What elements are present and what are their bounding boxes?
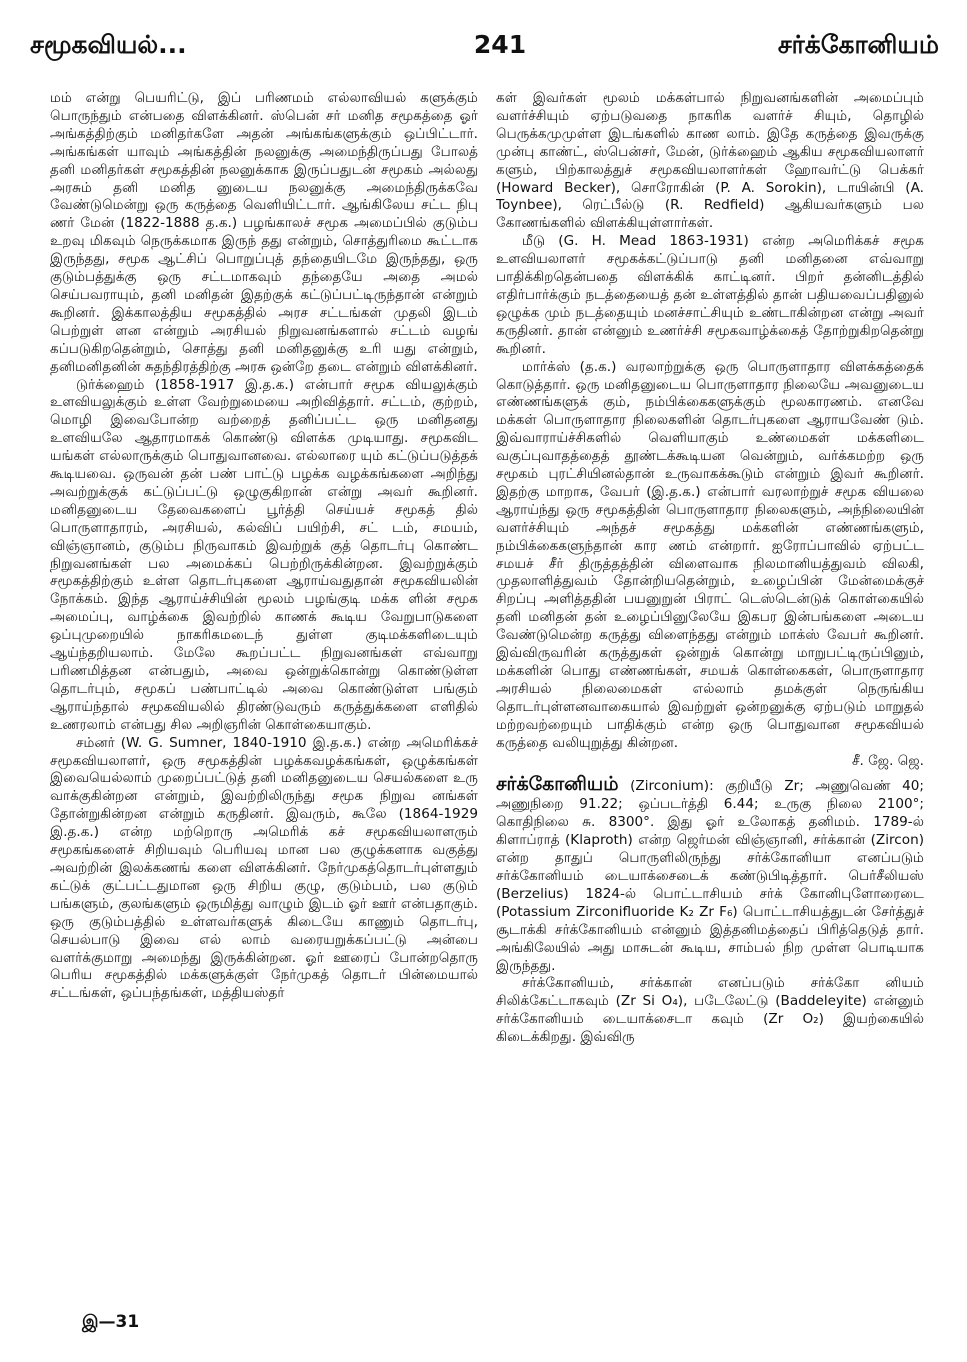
- right-paragraph-1: கள் இவர்கள் மூலம் மக்கள்பால் நிறுவனங்களின் அமைப்பும் வளர்ச்சியும் ஏற்படுவதை நாகரிக வளர்ச் சியும், தொழில் பெருக்கமுமுள்ள இடங்களில் காண லாம். இதே கருத்தை இவருக்கு முன்பு காண்ட், ஸ்பென்சர், மேன், டுர்க்ஹைம் ஆகிய சமூகவியலாளர் களும், பிற்காலத்துச் சமூகவியலாளர்கள் ஹோவர்ட்டு பெக்கர் (Howard Becker), சொரோகின் (P. A. Sorokin), டாயின்பி (A. Toynbee), ரெட்பீல்டு (R. Redfield) ஆகியவர்களும் பல கோணங்களில் விளக்கியுள்ளார்கள்.: [496, 90, 924, 232]
- entry-heading: சர்க்கோனியம்: [496, 773, 619, 796]
- right-column: [496, 90, 924, 1350]
- right-paragraph-3: மார்க்ஸ் (த.க.) வரலாற்றுக்கு ஒரு பொருளாதார விளக்கத்தைக் கொடுத்தார். ஒரு மனிதனுடைய பொருளாதார நிலையே அவனுடைய எண்ணங்களுக் கும், நம்பிக்கைகளுக்கும் மூலகாரணம். எனவே மக்கள் பொருளாதார நிலைகளின் தொடர்புகளை ஆராயவேண் டும். இவ்வாராய்ச்சிகளில் வெளியாகும் உண்மைகள் மக்களிடை வகுப்புவாதத்தைத் தூண்டக்கூடியன வென்றும், வர்க்கமற்ற ஒரு சமூகம் புரட்சியினல்தான் உருவாகக்கூடும் என்றும் இவர் கூறினர். இதற்கு மாறாக, வேபர் (இ.த.க.) என்பார் வரலாற்றுச் சமூக வியலை ஆராய்ந்து ஒரு சமூகத்தின் பொருளாதார நிலைகளும், அந்நிலையின் வளர்ச்சியும் அந்தச் சமூகத்து மக்களின் எண்ணங்களும், நம்பிக்கைகளுந்தான் கார ணம் என்றார். ஐரோப்பாவில் ஏற்பட்ட சமயச் சீர் திருத்தத்தின் விளைவாக நிலமானியத்துவம் விலகி, முதலாளித்துவம் தோன்றியதென்றும், உழைப்பின் மேன்மைக்குச் சிறப்பு அளித்ததின் பயனுறுன் பிராட் டெஸ்டென்டுக் கொள்கையில் தனி மனிதன் தன் உழைப்பினுலேயே இகபர இன்பங்களை அடைய வேண்டுமென்ற கருத்து விளைந்தது என்றும் மாக்ஸ் வேபர் கூறினர். இவ்விருவரின் கருத்துகள் ஒன்றுக் கொன்று மாறுபட்டிருப்பினும், மக்களின் பொது எண்ணங்கள், சமயக் கொள்கைகள், பொருளாதார அரசியல் நிலைமைகள் எல்லாம் தமக்குள் நெருங்கிய தொடர்புள்ளனவாகையால் இவற்றுள் ஒன்றனுக்கு ஏற்படும் மாறுதல் மற்றவற்றையும் பாதிக்கும் என்ற ஒரு பொதுவான சமூகவியல் கருத்தை வலியுறுத்து கின்றன.: [496, 358, 924, 751]
- left-paragraph-1: மம் என்று பெயரிட்டு, இப் பரிணமம் எல்லாவியல் களுக்கும் பொருந்தும் என்பதை விளக்கினர். ஸ்பென் சர் மனித சமூகத்தை ஓர் அங்கத்திற்கும் மனிதர்களே அதன் அங்கங்களுக்கும் ஒப்பிட்டார். அங்கங்கள் யாவும் அங்கத்தின் நலனுக்கு அமைந்திருப்பது போலத் தனி மனிதர்கள் சமூகத்தின் நலனுக்காக இருப்பதுடன் சமூகம் அல்லது அரசும் தனி மனித னுடைய நலனுக்கு அமைந்திருக்கவே வேண்டுமென்று ஒரு கருத்தை வெளியிட்டார். ஆங்கிலேய சட்ட நிபு ணர் மேன் (1822-1888 த.க.) பழங்காலச் சமூக அமைப்பில் குடும்ப உறவு மிகவும் நெருக்கமாக இருந் தது என்றும், சொத்துரிமை கூட்டாக இருந்தது, சமூக ஆட்சிப் பொறுப்புத் தந்தையிடமே இருந்தது, ஒரு குடும்பத்துக்கு ஒரு சட்டமாகவும் தந்தையே அதை அமல் செய்பவராயும், தனி மனிதன் இதற்குக் கட்டுப்பட்டிருந்தான் என்றும் கூறினர். இக்காலத்திய சமூகத்தில் அரச சட்டங்கள் முதலி இடம் பெற்றுள் ளன என்றும் அரசியல் நிறுவனங்களால் சட்டம் வழங் கப்படுகிறதென்றும், சொத்து தனி மனிதனுக்கு உரி யது என்றும், தனிமனிதனின் சுதந்திரத்திற்கு அரசு ஒன்றே தடை என்றும் விளக்கினர்.: [50, 90, 478, 375]
- right-paragraph-2: மீடு (G. H. Mead 1863-1931) என்ற அமெரிக்கச் சமூக உளவியலாளர் சமூகக்கட்டுப்பாடு தனி மனிதனை எவ்வாறு பாதிக்கிறதென்பதை விளக்கிக் காட்டினர். பிறர் தன்னிடத்தில் எதிர்பார்க்கும் நடத்தையைத் தன் உள்ளத்தில் தான் பதியவைப்பதினுல் ஒழுக்க மும் நடத்தையும் மனச்சாட்சியும் உண்டாகின்றன என்று அவர் கருதினர். தான் என்னும் உணர்ச்சி சமூகவாழ்க்கைத் தோற்றுகிறதென்று கூறினர்.: [496, 233, 924, 357]
- right-paragraph-5: சர்க்கோனியம், சர்க்கான் எனப்படும் சர்க்கோ னியம் சிலிக்கேட்டாகவும் (Zr Si O₄), படேலேட்டு (Baddeleyite) என்னும் சர்க்கோனியம் டையாக்சைடா கவும் (Zr O₂) இயற்கையில் கிடைக்கிறது. இவ்விரு: [496, 975, 924, 1046]
- author-signature: சீ. ஜே. ஜெ.: [851, 752, 924, 769]
- page-number: 241: [473, 30, 527, 59]
- entry-body: குறியீடு Zr; அணுவெண் 40; அணுநிறை 91.22; ஒப்படர்த்தி 6.44; உருகு நிலை 2100°; கொதிநிலை சு. 8300°. இது ஓர் உலோகத் தனிமம். 1789-ல் கிளாப்ராத் (Klaproth) என்ற ஜெர்மன் விஞ்ஞானி, சர்க்கான் (Zircon) என்ற தாதுப் பொருளிலிருந்து சர்க்கோனியா எனப்படும் சர்க்கோனியம் டையாக்சைடைக் கண்டுபிடித்தார். பெர்சீலியஸ் (Berzelius) 1824-ல் பொட்டாசியம் சர்க் கோனிபுளோரைடை (Potassium Zirconifluoride K₂ Zr F₆) பொட்டாசியத்துடன் சேர்த்துச் சூடாக்கி சர்க்கோனியம் என்னும் இத்தனிமத்தைப் பிரித்தெடுத் தார். அங்கிலேயில் அது மாசுடன் கூடிய, சாம்பல் நிற முள்ள பொடியாக இருந்தது.: [496, 778, 924, 974]
- left-column: [50, 90, 478, 1295]
- entry-paragraph-zirconium: [496, 773, 924, 975]
- entry-heading-english: (Zirconium):: [630, 778, 714, 795]
- left-paragraph-3: சம்னர் (W. G. Sumner, 1840-1910 இ.த.க.) என்ற அமெரிக்கச் சமூகவியலாளர், ஒரு சமூகத்தின் பழக்கவழக்கங்கள், ஒழுக்கங்கள் இவையெல்லாம் முறைப்பட்டுத் தனி மனிதனுடைய செயல்களை உரு வாக்குகின்றன என்றும், இவற்றிலிருந்து சமூக நிறுவ னங்கள் தோன்றுகின்றன என்றும் கருதினர். இவரும், கூலே (1864-1929 இ.த.க.) என்ற மற்றொரு அமெரிக் கச் சமூகவியலாளரும் சமூகங்களைச் சிறியவும் பெரியவு மான பல குழுக்களாக வகுத்து அவற்றின் இலக்கணங் களை விளக்கினர். நேர்முகத்தொடர்புள்ளதும் கட்டுக் குட்பட்டதுமான ஒரு சிறிய குழு, குடும்பம், பல குடும் பங்களும், குலங்களும் ஒருமித்து வாழும் இடம் ஓர் ஊர் என்பதாகும். ஒரு குடும்பத்தில் உள்ளவர்களுக் கிடையே காணும் தொடர்பு, செயல்பாடு இவை எல் லாம் வரையறுக்கப்பட்டு அன்பை வளர்க்குமாறு அமைந்து இருக்கின்றன. ஓர் ஊரைப் போன்றதொரு பெரிய சமூகத்தில் மக்களுக்குள் நேர்முகத் தொடர் பின்மையால் சட்டங்கள், ஒப்பந்தங்கள், மத்தியஸ்தர்: [50, 734, 478, 1002]
- footer-signature-mark: இ—31: [82, 1312, 140, 1332]
- running-header: [30, 30, 939, 70]
- header-left-title: சமூகவியல்...: [30, 30, 187, 59]
- header-right-title: சர்க்கோனியம்: [777, 30, 939, 59]
- left-paragraph-2: டுர்க்ஹைம் (1858-1917 இ.த.க.) என்பார் சமூக வியலுக்கும் உளவியலுக்கும் உள்ள வேற்றுமையை அறிவித்தார். சட்டம், குற்றம், மொழி இவைபோன்ற வற்றைத் தனிப்பட்ட ஒரு மனிதனது உளவியலே ஆதாரமாகக் கொண்டு விளக்க முடியாது. சமூகவிட யங்கள் எல்லாருக்கும் பொதுவானவை. எல்லாரை யும் கட்டுப்படுத்தக் கூடியவை. ஒருவன் தன் பண் பாட்டு பழக்க வழக்கங்களை அறிந்து அவற்றுக்குக் கட்டுப்பட்டு ஒழுகுகிறான் என்று அவர் கூறினர். மனிதனுடைய தேவைகளைப் பூர்த்தி செய்யச் சமூகத் தில் பொருளாதாரம், அரசியல், கல்விப் பயிற்சி, சட் டம், சமயம், விஞ்ஞானம், குடும்ப நிருவாகம் இவற்றுக் குத் தொடர்பு கொண்ட நிறுவனங்கள் பல அமைக்கப் பெற்றிருக்கின்றன. இவற்றுக்கும் சமூகத்திற்கும் உள்ள தொடர்புகளை ஆராய்வதுதான் சமூகவியலின் நோக்கம். இந்த ஆராய்ச்சியின் மூலம் பழங்குடி மக்க ளின் சமூக அமைப்பு, வாழ்க்கை இவற்றில் காணக் கூடிய வேறுபாடுகளை ஒப்புமுறையில் நாகரிகமடைந் துள்ள குடிமக்களிடையும் ஆய்ந்தறியலாம். மேலே கூறப்பட்ட நிறுவனங்கள் எவ்வாறு பரிணமித்தன என்பதும், அவை ஒன்றுக்கொன்று கொண்டுள்ள தொடர்பும், சமூகப் பண்பாட்டில் அவை கொண்டுள்ள பங்கும் ஆராய்ந்தால் சமூகவியலில் திரண்டுவரும் கருத்துக்களை எளிதில் உணரலாம் என்பது சில அறிஞரின் கொள்கையாகும்.: [50, 376, 478, 733]
